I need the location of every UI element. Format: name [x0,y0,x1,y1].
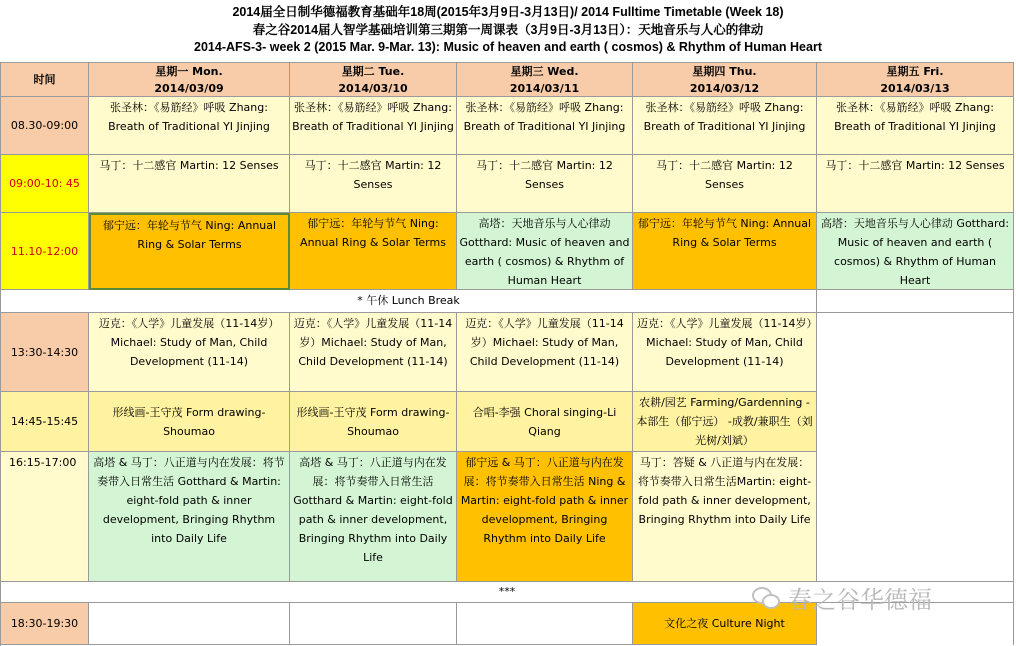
class-cell: 形线画-王守茂 Form drawing-Shoumao [89,392,290,452]
lunch-break: * 午休 Lunch Break [1,290,817,313]
class-cell: 高塔：天地音乐与人心律动 Gotthard: Music of heaven and earth ( cosmos) & Rhythm of Human Heart [817,213,1014,290]
class-cell: 郁宁远：年轮与节气 Ning: Annual Ring & Solar Terms [633,213,817,290]
title-line-1: 2014届全日制华德福教育基础年18周(2015年3月9日-3月13日)/ 2014 Fulltime Timetable (Week 18) [232,5,784,19]
day-name: 星期二 Tue. [341,64,405,78]
time-slot: 11.10-12:00 [1,213,89,290]
class-cell: 马丁：十二感官 Martin: 12 Senses [633,155,817,213]
day-name: 星期四 Thu. [692,64,757,78]
day-date: 2014/03/09 [154,81,224,95]
class-cell: 张圣林：《易筋经》呼吸 Zhang: Breath of Traditional YI Jinjing [817,97,1014,155]
day-date: 2014/03/11 [509,81,580,95]
watermark-text: 春之谷华德福 [788,585,932,614]
class-cell: 马丁：答疑 & 八正道与内在发展：将节奏带入日常生活Martin: eight-fold path & inner development, Bringing Rhythm into Daily Life [633,452,817,582]
time-slot: 13:30-14:30 [1,313,89,392]
class-cell: 张圣林：《易筋经》呼吸 Zhang: Breath of Traditional YI Jinjing [89,97,290,155]
day-date: 2014/03/13 [880,81,950,95]
day-name: 星期一 Mon. [155,64,223,78]
class-cell: 郁宁远 & 马丁：八正道与内在发展：将节奏带入日常生活 Ning & Martin: eight-fold path & inner development, Bringing Rhythm into Daily Life [457,452,633,582]
empty-cell [817,313,1014,582]
class-cell: 张圣林：《易筋经》呼吸 Zhang: Breath of Traditional YI Jinjing [290,97,457,155]
class-cell: 郁宁远：年轮与节气 Ning: Annual Ring & Solar Terms [290,213,457,290]
header-time: 时间 [1,63,89,97]
day-name: 星期三 Wed. [510,64,579,78]
class-cell: 马丁：十二感官 Martin: 12 Senses [457,155,633,213]
empty-cell [290,603,457,645]
watermark [752,580,1002,614]
time-slot: 08.30-09:00 [1,97,89,155]
separator-row: *** [1,582,1014,603]
header-day-wed [457,63,633,97]
class-cell: 马丁：十二感官 Martin: 12 Senses [290,155,457,213]
empty-cell [817,290,1014,313]
class-cell: 张圣林：《易筋经》呼吸 Zhang: Breath of Traditional YI Jinjing [457,97,633,155]
header-day-thu [633,63,817,97]
class-cell: 迈克：《人学》儿童发展（11-14岁）Michael: Study of Man, Child Development (11-14) [457,313,633,392]
class-cell: 迈克：《人学》儿童发展（11-14岁）Michael: Study of Man, Child Development (11-14) [89,313,290,392]
class-cell: 高塔 & 马丁：八正道与内在发展：将节奏带入日常生活 Gotthard & Martin: eight-fold path & inner development, Bringing Rhythm into Daily Life [290,452,457,582]
day-date: 2014/03/10 [338,81,408,95]
day-name: 星期五 Fri. [886,64,944,78]
empty-cell [457,603,633,645]
class-cell: 合唱-李强 Choral singing-Li Qiang [457,392,633,452]
class-cell: 文化之夜 Culture Night [633,603,817,645]
class-cell: 高塔 & 马丁：八正道与内在发展：将节奏带入日常生活 Gotthard & Martin: eight-fold path & inner development, Bringing Rhythm into Daily Life [89,452,290,582]
header-day-mon [89,63,290,97]
header-day-fri [817,63,1014,97]
empty-cell [89,603,290,645]
class-cell: 张圣林：《易筋经》呼吸 Zhang: Breath of Traditional YI Jinjing [633,97,817,155]
title-line-3: 2014-AFS-3- week 2 (2015 Mar. 9-Mar. 13): Music of heaven and earth ( cosmos) & Rhythm of Human Heart [194,40,822,54]
wechat-icon [752,585,782,609]
day-date: 2014/03/12 [689,81,760,95]
class-cell: 高塔：天地音乐与人心律动 Gotthard: Music of heaven and earth ( cosmos) & Rhythm of Human Heart [457,213,633,290]
time-slot: 09:00-10: 45 [1,155,89,213]
time-slot: 16:15-17:00 [1,452,89,582]
time-slot: 14:45-15:45 [1,392,89,452]
class-cell: 迈克：《人学》儿童发展（11-14岁）Michael: Study of Man, Child Development (11-14) [290,313,457,392]
header-day-tue [290,63,457,97]
class-cell: 马丁：十二感官 Martin: 12 Senses [89,155,290,213]
time-slot: 18:30-19:30 [1,603,89,645]
class-cell-selected[interactable]: 郁宁远：年轮与节气 Ning: Annual Ring & Solar Terms [89,213,290,290]
class-cell: 农耕/园艺 Farming/Gardenning -本部生（郁宁远） -成教/兼职生（刘光树/刘斌） [633,392,817,452]
class-cell: 形线画-王守茂 Form drawing-Shoumao [290,392,457,452]
class-cell: 迈克：《人学》儿童发展（11-14岁）Michael: Study of Man, Child Development (11-14) [633,313,817,392]
title-line-2: 春之谷2014届人智学基础培训第三期第一周课表（3月9日-3月13日）：天地音乐与人心的律动 [252,23,764,37]
class-cell: 马丁：十二感官 Martin: 12 Senses [817,155,1014,213]
